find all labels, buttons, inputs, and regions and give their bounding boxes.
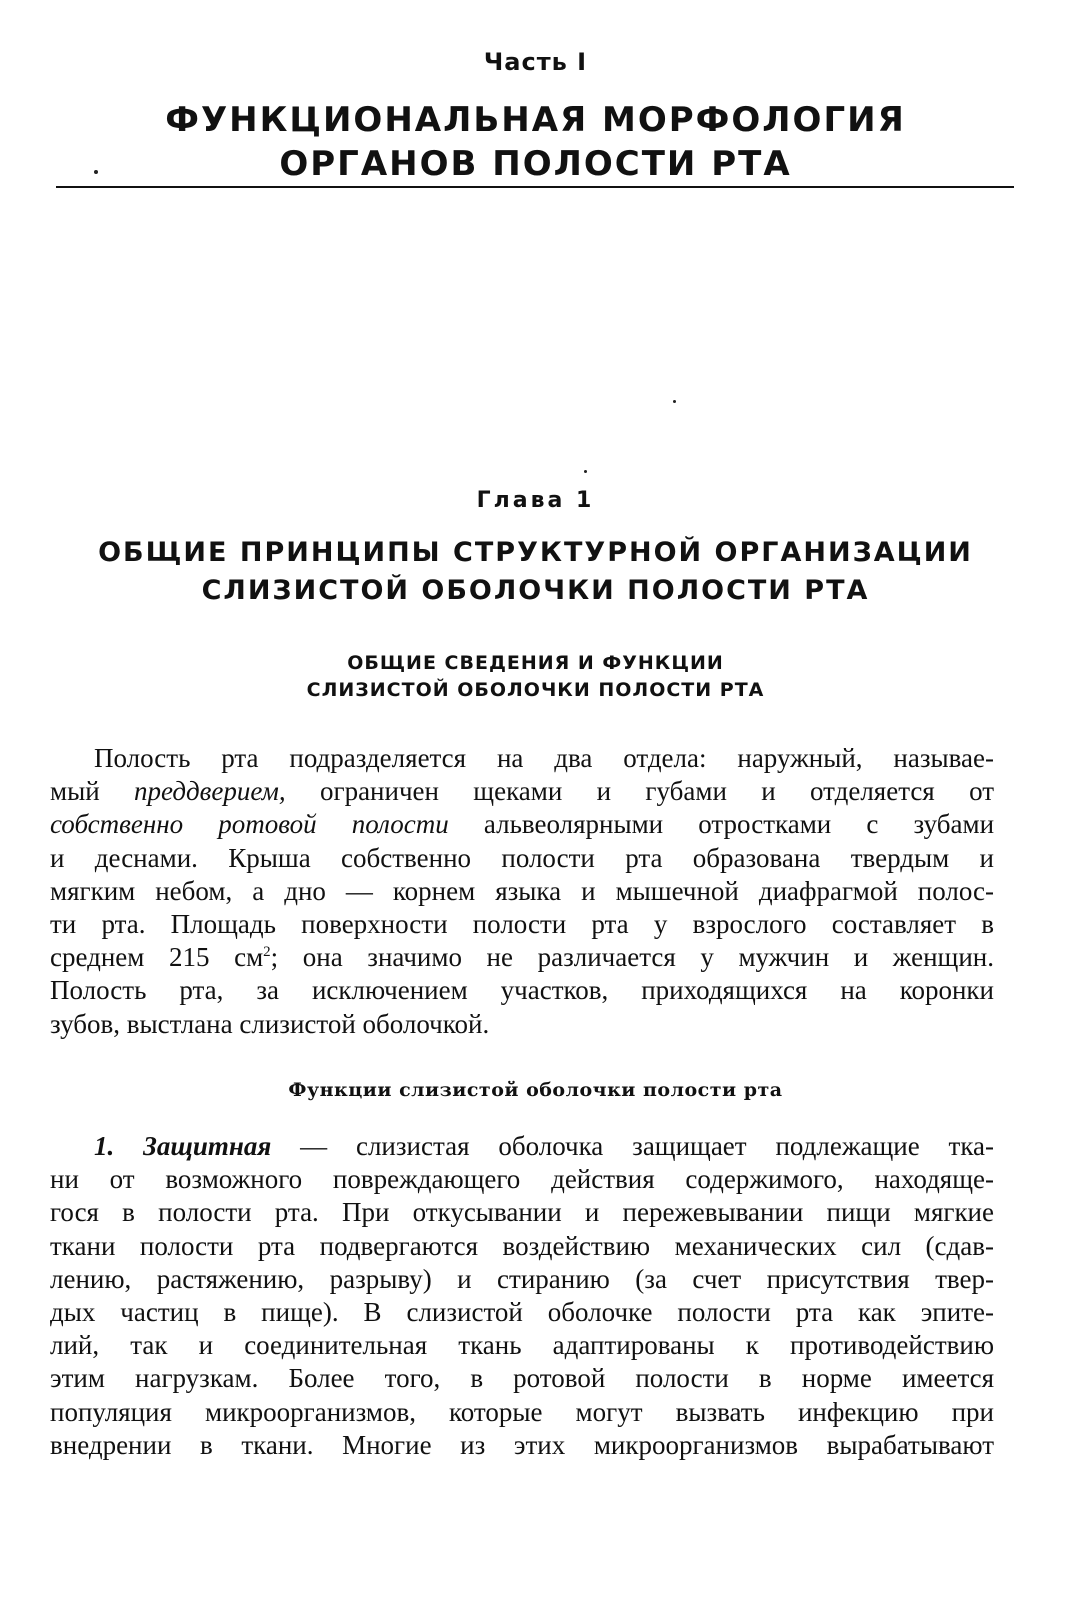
part-title [0,98,1071,186]
part-title-line-1: ФУНКЦИОНАЛЬНАЯ МОРФОЛОГИЯ [165,100,906,140]
text-line [50,941,994,974]
text-line: зубов, выстлана слизистой оболочкой. [50,1008,490,1039]
text-line: Полость рта подразделяется на два отдела: наружный, называе- [94,743,994,773]
text-line: дых частиц в пище). В слизистой оболочке полости рта как эпите- [50,1297,994,1328]
section-title-line-2: СЛИЗИСТОЙ ОБОЛОЧКИ ПОЛОСТИ РТА [306,679,765,701]
list-number: 1. [94,1131,115,1161]
part-title-line-2: ОРГАНОВ ПОЛОСТИ РТА [279,144,792,184]
text-line: лий, так и соединительная ткань адаптированы к противодействию [50,1330,994,1361]
text-line: этим нагрузкам. Более того, в ротовой полости в норме имеется [50,1363,994,1394]
section-title [0,650,1071,704]
protective-function-paragraph [50,1130,994,1462]
text-line: лению, растяжению, разрыву) и стиранию (за счет присутствия твер- [50,1263,994,1294]
text-line: ти рта. Площадь поверхности полости рта у взрослого составляет в [50,909,994,940]
text-line [50,775,994,808]
text-line: внедрении в ткани. Многие из этих микроорганизмов вырабатывают [50,1429,994,1460]
text-fragment: — слизистая оболочка защищает подлежащие тка- [300,1131,995,1161]
intro-paragraph [50,742,994,1041]
chapter-title-line-2: СЛИЗИСТОЙ ОБОЛОЧКИ ПОЛОСТИ РТА [201,575,870,606]
italic-term: собственно ротовой полости [50,809,449,840]
text-line: Полость рта, за исключением участков, приходящихся на коронки [50,975,994,1006]
text-fragment: ограничен щеками и губами и отделяется от [320,776,995,807]
text-fragment: мый [50,776,100,807]
text-line: популяция микроорганизмов, которые могут вызвать инфекцию при [50,1396,994,1427]
chapter-title [0,534,1071,610]
italic-term: Защитная [143,1131,272,1161]
part-divider-rule [56,186,1014,188]
text-line [50,808,994,841]
text-line: ткани полости рта подвергаются воздействию механических сил (сдав- [50,1230,994,1261]
part-label: Часть I [483,48,588,76]
text-fragment: альвеолярными отростками с зубами [483,809,995,840]
superscript: 2 [263,944,271,961]
text-line: мягким небом, а дно — корнем языка и мышечной диафрагмой полос- [50,875,994,906]
text-fragment: среднем 215 см [50,942,264,973]
functions-heading: Функции слизистой оболочки полости рта [288,1079,783,1101]
italic-term: преддверием, [134,776,286,807]
text-line: и деснами. Крыша собственно полости рта образована твердым и [50,842,994,873]
chapter-title-line-1: ОБЩИЕ ПРИНЦИПЫ СТРУКТУРНОЙ ОРГАНИЗАЦИИ [98,537,973,568]
text-line: гося в полости рта. При откусывании и пережевывании пищи мягкие [50,1197,994,1228]
section-title-line-1: ОБЩИЕ СВЕДЕНИЯ И ФУНКЦИИ [347,652,724,674]
text-line: ни от возможного повреждающего действия содержимого, находяще- [50,1164,994,1195]
text-line [50,1130,994,1163]
print-speck [584,470,587,473]
chapter-label: Глава 1 [476,488,595,513]
print-speck [94,170,98,174]
text-fragment: ; она значимо не различается у мужчин и женщин. [270,942,994,973]
print-speck [673,400,676,403]
